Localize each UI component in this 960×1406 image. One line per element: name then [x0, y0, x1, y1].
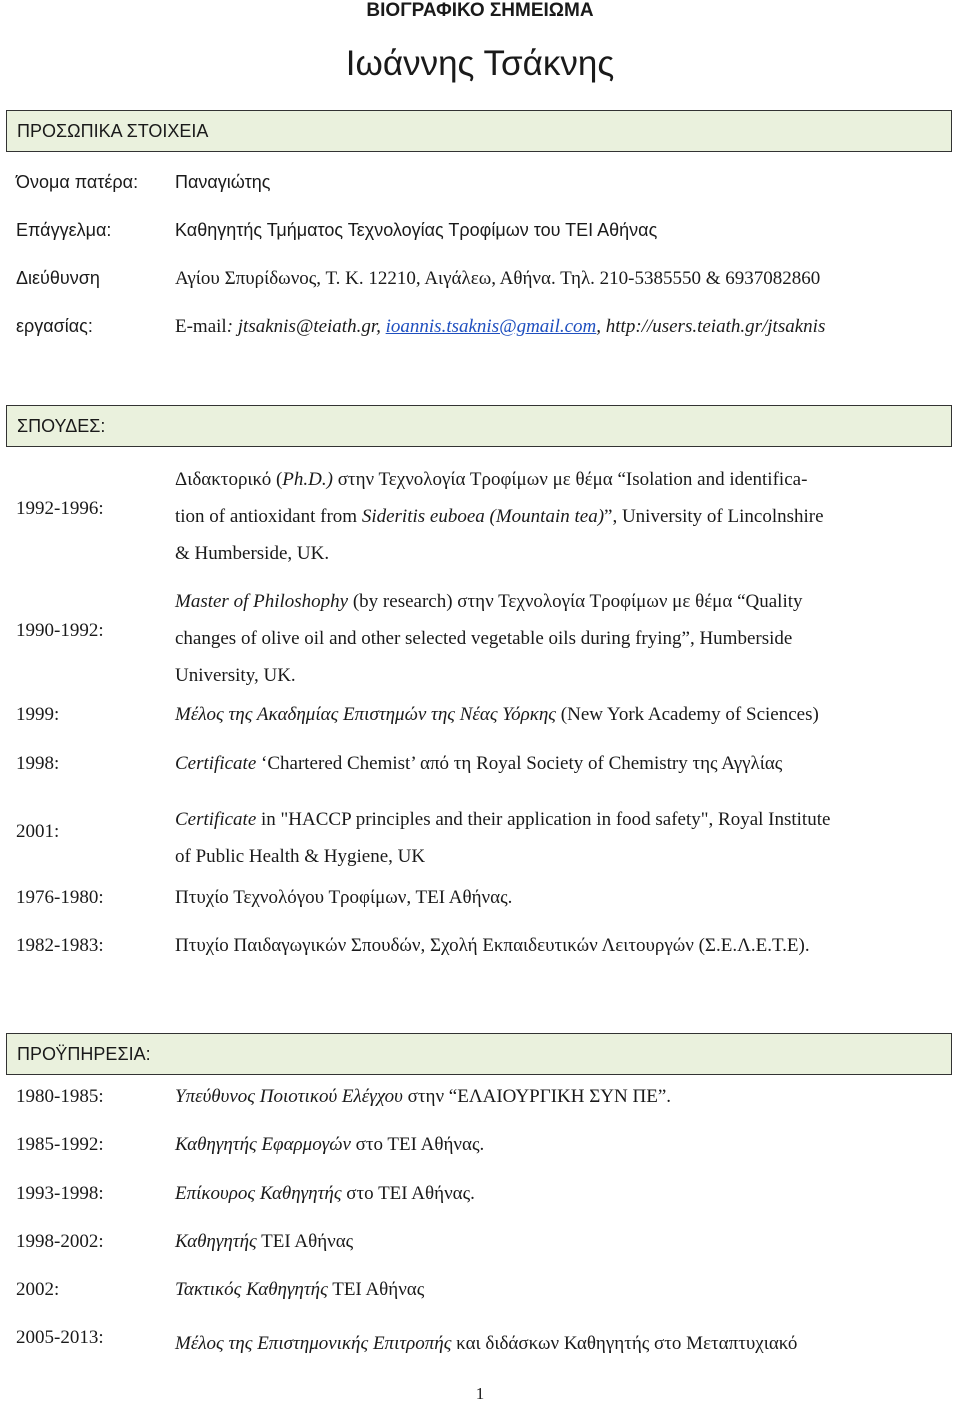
phd-line-2	[175, 498, 935, 535]
phd-text-a: Διδακτορικό (	[175, 469, 283, 490]
degree-year: 1976-1980:	[16, 887, 104, 908]
experience-year: 2002:	[16, 1279, 60, 1300]
experience-role: Καθηγητής	[175, 1231, 257, 1252]
separator: ,	[376, 316, 386, 337]
pedagogy-year: 1982-1983:	[16, 935, 104, 956]
experience-year: 1980-1985:	[16, 1086, 104, 1107]
phd-text-c: στην Τεχνολογία Τροφίμων με θέμα “Isolation and identifica-	[332, 469, 808, 490]
chem-certificate: Certificate	[175, 753, 257, 774]
experience-text	[175, 1086, 935, 1108]
experience-role: Υπεύθυνος Ποιοτικού Ελέγχου	[175, 1086, 403, 1107]
master-line-2: changes of olive oil and other selected vegetable oils during frying”, Humberside	[175, 628, 793, 649]
phd-degree: Ph.D.)	[282, 469, 333, 490]
haccp-detail: in "HACCP principles and their application in food safety", Royal Institute	[256, 809, 831, 830]
experience-place: στο ΤΕΙ Αθήνας.	[350, 1134, 485, 1155]
website-link[interactable]: http://users.teiath.gr/jtsaknis	[605, 316, 826, 337]
section-studies-title: ΣΠΟΥΔΕΣ	[17, 416, 101, 436]
section-personal-title: ΠΡΟΣΩΠΙΚΑ ΣΤΟΙΧΕΙΑ	[17, 121, 209, 141]
document-label: ΒΙΟΓΡΑΦΙΚΟ ΣΗΜΕΙΩΜΑ	[366, 0, 594, 21]
chem-text	[175, 753, 935, 775]
section-studies-heading	[6, 405, 952, 447]
father-label: Όνομα πατέρα:	[16, 172, 139, 192]
academy-name-en: (New York Academy of Sciences)	[556, 704, 819, 725]
experience-text	[175, 1279, 935, 1301]
section-experience-heading	[6, 1033, 952, 1075]
experience-place: ΤΕΙ Αθήνας	[256, 1231, 354, 1252]
experience-text	[175, 1333, 935, 1355]
email-secondary-link[interactable]: ioannis.tsaknis@gmail.com	[385, 316, 597, 337]
experience-place: και διδάσκων Καθηγητής στο Μεταπτυχιακό	[451, 1333, 798, 1354]
colon: :	[100, 416, 106, 436]
chem-year: 1998:	[16, 753, 60, 774]
father-value: Παναγιώτης	[175, 172, 271, 192]
experience-year: 1985-1992:	[16, 1134, 104, 1155]
phd-text-d: tion of antioxidant from	[175, 506, 362, 527]
phd-year: 1992-1996:	[16, 498, 104, 519]
experience-text	[175, 1231, 935, 1253]
address-value: Αγίου Σπυρίδωνος, Τ. Κ. 12210, Αιγάλεω, Αθήνα. Τηλ. 210-5385550 & 6937082860	[175, 268, 821, 289]
haccp-certificate: Certificate	[175, 809, 257, 830]
haccp-text	[175, 801, 935, 875]
experience-text	[175, 1183, 935, 1205]
master-text-b: (by research) στην Τεχνολογία Τροφίμων με θέμα “Quality	[348, 591, 803, 612]
address-label: Διεύθυνση	[16, 268, 100, 288]
phd-species: Sideritis euboea (Mountain tea)	[361, 506, 605, 527]
phd-line-3: & Humberside, UK.	[175, 543, 330, 564]
degree-text: Πτυχίο Τεχνολόγου Τροφίμων, ΤΕΙ Αθήνας.	[175, 887, 513, 908]
master-degree: Master of Philoshophy	[175, 591, 349, 612]
experience-role: Τακτικός Καθηγητής	[175, 1279, 328, 1300]
experience-year: 2005-2013:	[16, 1327, 104, 1348]
email-prefix: E-mail	[175, 316, 227, 337]
chem-detail: ‘Chartered Chemist’ από τη Royal Society of Chemistry της Αγγλίας	[256, 753, 783, 774]
master-text	[175, 583, 935, 694]
experience-year: 1993-1998:	[16, 1183, 104, 1204]
experience-role: Επίκουρος Καθηγητής	[175, 1183, 342, 1204]
section-personal-heading	[6, 110, 952, 152]
pedagogy-text: Πτυχίο Παιδαγωγικών Σπουδών, Σχολή Εκπαιδευτικών Λειτουργών (Σ.Ε.Λ.Ε.Τ.Ε).	[175, 935, 810, 956]
haccp-line-2: of Public Health & Hygiene, UK	[175, 846, 426, 867]
phd-line-1	[175, 461, 935, 498]
experience-place: στο ΤΕΙ Αθήνας.	[341, 1183, 475, 1204]
academy-text	[175, 704, 935, 726]
email-primary[interactable]: : jtsaknis@teiath.gr	[226, 316, 377, 337]
separator: ,	[596, 316, 606, 337]
experience-text	[175, 1134, 935, 1156]
experience-year: 1998-2002:	[16, 1231, 104, 1252]
section-experience-title: ΠΡΟΫΠΗΡΕΣΙΑ	[17, 1044, 146, 1064]
haccp-line-1	[175, 801, 935, 838]
colon: :	[145, 1044, 151, 1064]
profession-value: Καθηγητής Τμήματος Τεχνολογίας Τροφίμων του ΤΕΙ Αθήνας	[175, 220, 658, 240]
academy-year: 1999:	[16, 704, 60, 725]
experience-place: ΤΕΙ Αθήνας	[327, 1279, 425, 1300]
master-year: 1990-1992:	[16, 620, 104, 641]
address-label-cont: εργασίας:	[16, 316, 93, 336]
experience-place: στην “ΕΛΑΙΟΥΡΓΙΚΗ ΣΥΝ ΠΕ”.	[402, 1086, 672, 1107]
master-line-1	[175, 583, 935, 620]
profession-label: Επάγγελμα:	[16, 220, 112, 240]
contact-line	[175, 316, 935, 338]
phd-text-e: ”, University of Lincolnshire	[604, 506, 824, 527]
experience-role: Μέλος της Επιστημονικής Επιτροπής	[175, 1333, 452, 1354]
experience-role: Καθηγητής Εφαρμογών	[175, 1134, 351, 1155]
person-name: Ιωάννης Τσάκνης	[345, 44, 615, 83]
phd-text	[175, 461, 935, 572]
haccp-year: 2001:	[16, 821, 60, 842]
academy-name: Μέλος της Ακαδημίας Επιστημών της Νέας Υόρκης	[175, 704, 557, 725]
page-number: 1	[475, 1384, 485, 1403]
master-line-3: University, UK.	[175, 665, 296, 686]
